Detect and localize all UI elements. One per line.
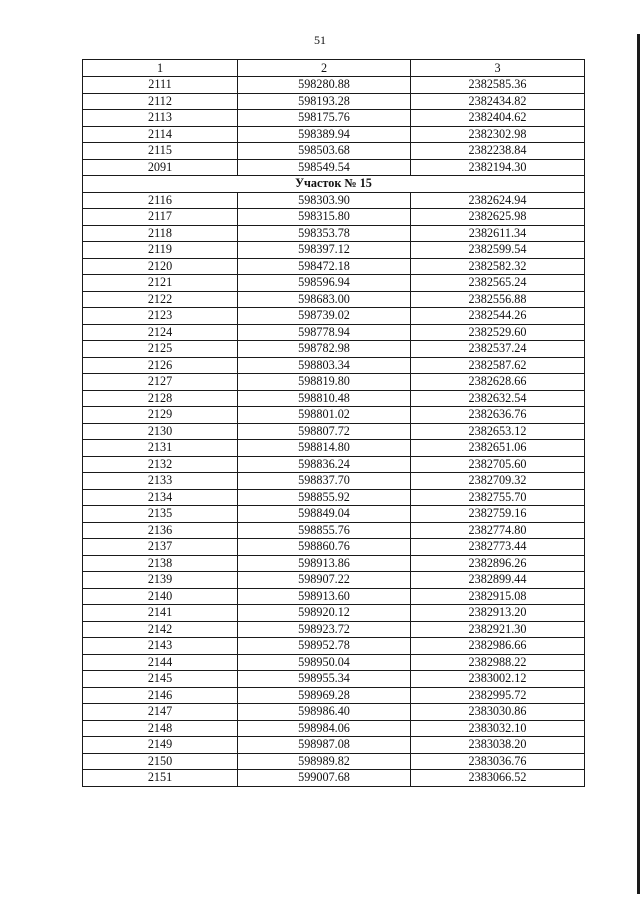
point-number-cell: 2114 xyxy=(83,126,238,143)
x-coordinate-cell: 598819.80 xyxy=(238,374,411,391)
x-coordinate-cell: 598913.60 xyxy=(238,588,411,605)
y-coordinate-cell: 2383032.10 xyxy=(411,720,585,737)
x-coordinate-cell: 598923.72 xyxy=(238,621,411,638)
x-coordinate-cell: 598920.12 xyxy=(238,605,411,622)
x-coordinate-cell: 598855.92 xyxy=(238,489,411,506)
point-number-cell: 2136 xyxy=(83,522,238,539)
table-row xyxy=(83,638,585,655)
table-row xyxy=(83,737,585,754)
point-number-cell: 2123 xyxy=(83,308,238,325)
point-number-cell: 2137 xyxy=(83,539,238,556)
x-coordinate-cell: 598193.28 xyxy=(238,93,411,110)
point-number-cell: 2151 xyxy=(83,770,238,787)
x-coordinate-cell: 598397.12 xyxy=(238,242,411,259)
point-number-cell: 2121 xyxy=(83,275,238,292)
x-coordinate-cell: 598303.90 xyxy=(238,192,411,209)
point-number-cell: 2132 xyxy=(83,456,238,473)
point-number-cell: 2150 xyxy=(83,753,238,770)
page-number: 51 xyxy=(314,33,326,47)
point-number-cell: 2117 xyxy=(83,209,238,226)
table-row xyxy=(83,473,585,490)
point-number-cell: 2128 xyxy=(83,390,238,407)
y-coordinate-cell: 2382624.94 xyxy=(411,192,585,209)
table-row xyxy=(83,704,585,721)
y-coordinate-cell: 2382636.76 xyxy=(411,407,585,424)
y-coordinate-cell: 2382774.80 xyxy=(411,522,585,539)
table-body-after-section xyxy=(83,192,585,786)
table-row xyxy=(83,489,585,506)
x-coordinate-cell: 598837.70 xyxy=(238,473,411,490)
y-coordinate-cell: 2382921.30 xyxy=(411,621,585,638)
point-number-cell: 2143 xyxy=(83,638,238,655)
table-row xyxy=(83,291,585,308)
point-number-cell: 2120 xyxy=(83,258,238,275)
point-number-cell: 2145 xyxy=(83,671,238,688)
x-coordinate-cell: 598855.76 xyxy=(238,522,411,539)
table-row xyxy=(83,159,585,176)
table-header-row xyxy=(83,60,585,77)
table-row xyxy=(83,242,585,259)
y-coordinate-cell: 2382632.54 xyxy=(411,390,585,407)
section-title: Участок № 15 xyxy=(83,176,585,193)
y-coordinate-cell: 2382625.98 xyxy=(411,209,585,226)
point-number-cell: 2126 xyxy=(83,357,238,374)
table-row xyxy=(83,209,585,226)
point-number-cell: 2131 xyxy=(83,440,238,457)
point-number-cell: 2149 xyxy=(83,737,238,754)
y-coordinate-cell: 2382986.66 xyxy=(411,638,585,655)
point-number-cell: 2133 xyxy=(83,473,238,490)
point-number-cell: 2125 xyxy=(83,341,238,358)
point-number-cell: 2138 xyxy=(83,555,238,572)
table-row xyxy=(83,192,585,209)
y-coordinate-cell: 2382611.34 xyxy=(411,225,585,242)
point-number-cell: 2115 xyxy=(83,143,238,160)
table-row xyxy=(83,258,585,275)
coordinates-table xyxy=(82,59,585,787)
point-number-cell: 2147 xyxy=(83,704,238,721)
table-row xyxy=(83,110,585,127)
table-row xyxy=(83,654,585,671)
x-coordinate-cell: 598549.54 xyxy=(238,159,411,176)
table-row xyxy=(83,671,585,688)
table-row xyxy=(83,753,585,770)
point-number-cell: 2124 xyxy=(83,324,238,341)
x-coordinate-cell: 598803.34 xyxy=(238,357,411,374)
x-coordinate-cell: 598969.28 xyxy=(238,687,411,704)
x-coordinate-cell: 598984.06 xyxy=(238,720,411,737)
x-coordinate-cell: 598778.94 xyxy=(238,324,411,341)
table-row xyxy=(83,390,585,407)
table-row xyxy=(83,605,585,622)
y-coordinate-cell: 2383066.52 xyxy=(411,770,585,787)
table-row xyxy=(83,308,585,325)
table-body-before-section xyxy=(83,77,585,176)
x-coordinate-cell: 598814.80 xyxy=(238,440,411,457)
y-coordinate-cell: 2382705.60 xyxy=(411,456,585,473)
table-row xyxy=(83,275,585,292)
y-coordinate-cell: 2382434.82 xyxy=(411,93,585,110)
table-row xyxy=(83,621,585,638)
point-number-cell: 2091 xyxy=(83,159,238,176)
x-coordinate-cell: 598389.94 xyxy=(238,126,411,143)
x-coordinate-cell: 598782.98 xyxy=(238,341,411,358)
table-row xyxy=(83,720,585,737)
y-coordinate-cell: 2382544.26 xyxy=(411,308,585,325)
section-row xyxy=(83,176,585,193)
y-coordinate-cell: 2383030.86 xyxy=(411,704,585,721)
table-row xyxy=(83,374,585,391)
x-coordinate-cell: 598986.40 xyxy=(238,704,411,721)
x-coordinate-cell: 598353.78 xyxy=(238,225,411,242)
point-number-cell: 2134 xyxy=(83,489,238,506)
table-row xyxy=(83,143,585,160)
y-coordinate-cell: 2382302.98 xyxy=(411,126,585,143)
y-coordinate-cell: 2382755.70 xyxy=(411,489,585,506)
table-row xyxy=(83,93,585,110)
y-coordinate-cell: 2382537.24 xyxy=(411,341,585,358)
point-number-cell: 2146 xyxy=(83,687,238,704)
y-coordinate-cell: 2382896.26 xyxy=(411,555,585,572)
table-row xyxy=(83,77,585,94)
y-coordinate-cell: 2383038.20 xyxy=(411,737,585,754)
point-number-cell: 2130 xyxy=(83,423,238,440)
point-number-cell: 2112 xyxy=(83,93,238,110)
x-coordinate-cell: 598860.76 xyxy=(238,539,411,556)
column-header: 2 xyxy=(238,60,411,77)
x-coordinate-cell: 598913.86 xyxy=(238,555,411,572)
y-coordinate-cell: 2382585.36 xyxy=(411,77,585,94)
point-number-cell: 2113 xyxy=(83,110,238,127)
y-coordinate-cell: 2382773.44 xyxy=(411,539,585,556)
table-row xyxy=(83,456,585,473)
point-number-cell: 2135 xyxy=(83,506,238,523)
point-number-cell: 2129 xyxy=(83,407,238,424)
y-coordinate-cell: 2382913.20 xyxy=(411,605,585,622)
x-coordinate-cell: 598950.04 xyxy=(238,654,411,671)
y-coordinate-cell: 2382529.60 xyxy=(411,324,585,341)
y-coordinate-cell: 2382587.62 xyxy=(411,357,585,374)
table-row xyxy=(83,572,585,589)
table-row xyxy=(83,440,585,457)
table-row xyxy=(83,555,585,572)
y-coordinate-cell: 2382238.84 xyxy=(411,143,585,160)
y-coordinate-cell: 2382653.12 xyxy=(411,423,585,440)
y-coordinate-cell: 2383002.12 xyxy=(411,671,585,688)
y-coordinate-cell: 2382995.72 xyxy=(411,687,585,704)
y-coordinate-cell: 2382709.32 xyxy=(411,473,585,490)
x-coordinate-cell: 598849.04 xyxy=(238,506,411,523)
table-row xyxy=(83,770,585,787)
x-coordinate-cell: 598683.00 xyxy=(238,291,411,308)
x-coordinate-cell: 598987.08 xyxy=(238,737,411,754)
x-coordinate-cell: 598836.24 xyxy=(238,456,411,473)
point-number-cell: 2139 xyxy=(83,572,238,589)
x-coordinate-cell: 598280.88 xyxy=(238,77,411,94)
x-coordinate-cell: 598175.76 xyxy=(238,110,411,127)
y-coordinate-cell: 2382988.22 xyxy=(411,654,585,671)
y-coordinate-cell: 2382582.32 xyxy=(411,258,585,275)
x-coordinate-cell: 598503.68 xyxy=(238,143,411,160)
y-coordinate-cell: 2382565.24 xyxy=(411,275,585,292)
table-row xyxy=(83,522,585,539)
x-coordinate-cell: 598807.72 xyxy=(238,423,411,440)
y-coordinate-cell: 2382404.62 xyxy=(411,110,585,127)
x-coordinate-cell: 598472.18 xyxy=(238,258,411,275)
x-coordinate-cell: 598989.82 xyxy=(238,753,411,770)
table-row xyxy=(83,687,585,704)
x-coordinate-cell: 598315.80 xyxy=(238,209,411,226)
table-row xyxy=(83,225,585,242)
point-number-cell: 2144 xyxy=(83,654,238,671)
column-header: 1 xyxy=(83,60,238,77)
point-number-cell: 2142 xyxy=(83,621,238,638)
table-row xyxy=(83,357,585,374)
table-row xyxy=(83,341,585,358)
column-header: 3 xyxy=(411,60,585,77)
table-row xyxy=(83,588,585,605)
x-coordinate-cell: 598801.02 xyxy=(238,407,411,424)
y-coordinate-cell: 2382651.06 xyxy=(411,440,585,457)
y-coordinate-cell: 2382556.88 xyxy=(411,291,585,308)
x-coordinate-cell: 598810.48 xyxy=(238,390,411,407)
y-coordinate-cell: 2382899.44 xyxy=(411,572,585,589)
point-number-cell: 2140 xyxy=(83,588,238,605)
x-coordinate-cell: 598596.94 xyxy=(238,275,411,292)
point-number-cell: 2148 xyxy=(83,720,238,737)
table-row xyxy=(83,324,585,341)
table-row xyxy=(83,407,585,424)
point-number-cell: 2111 xyxy=(83,77,238,94)
x-coordinate-cell: 598955.34 xyxy=(238,671,411,688)
x-coordinate-cell: 598739.02 xyxy=(238,308,411,325)
point-number-cell: 2119 xyxy=(83,242,238,259)
x-coordinate-cell: 599007.68 xyxy=(238,770,411,787)
point-number-cell: 2141 xyxy=(83,605,238,622)
table-row xyxy=(83,126,585,143)
point-number-cell: 2118 xyxy=(83,225,238,242)
y-coordinate-cell: 2382194.30 xyxy=(411,159,585,176)
table-row xyxy=(83,506,585,523)
x-coordinate-cell: 598952.78 xyxy=(238,638,411,655)
point-number-cell: 2122 xyxy=(83,291,238,308)
y-coordinate-cell: 2382915.08 xyxy=(411,588,585,605)
point-number-cell: 2116 xyxy=(83,192,238,209)
x-coordinate-cell: 598907.22 xyxy=(238,572,411,589)
y-coordinate-cell: 2382759.16 xyxy=(411,506,585,523)
y-coordinate-cell: 2382628.66 xyxy=(411,374,585,391)
table-row xyxy=(83,539,585,556)
y-coordinate-cell: 2383036.76 xyxy=(411,753,585,770)
y-coordinate-cell: 2382599.54 xyxy=(411,242,585,259)
point-number-cell: 2127 xyxy=(83,374,238,391)
table-row xyxy=(83,423,585,440)
